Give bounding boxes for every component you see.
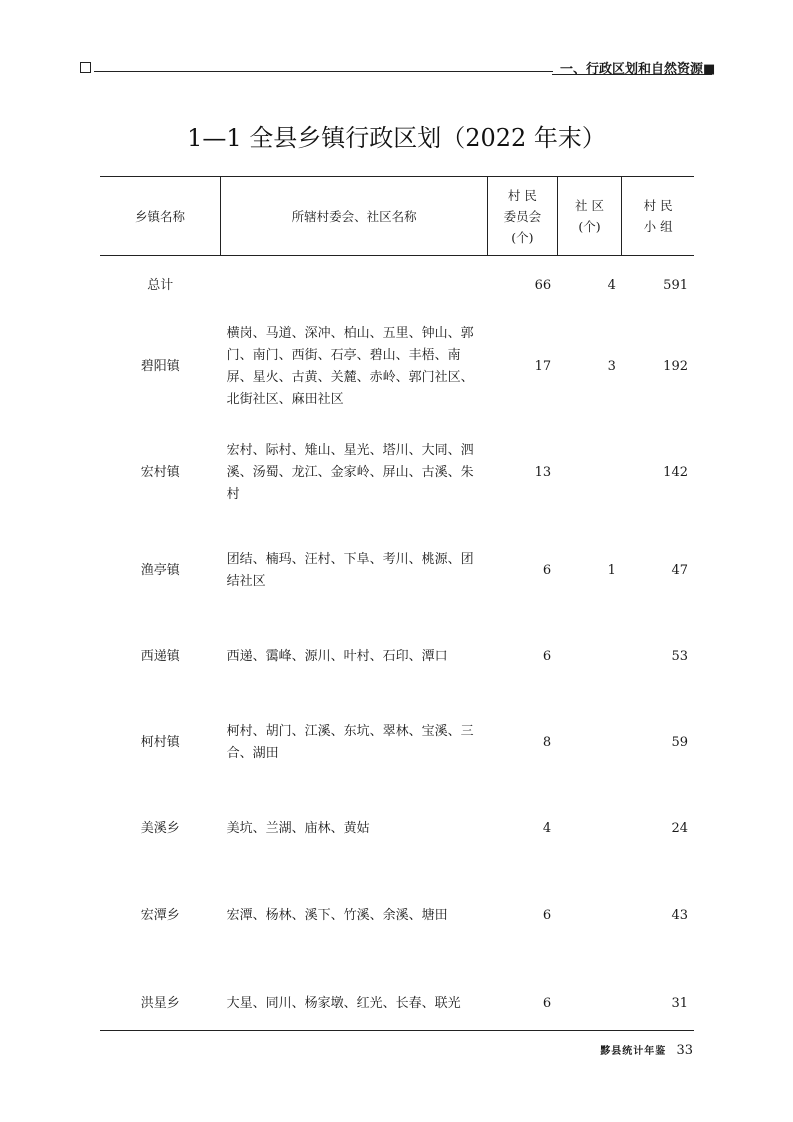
villager-group-count: 24 bbox=[671, 820, 688, 836]
col-villager-groups-header: 村 民 小 组 bbox=[622, 177, 694, 256]
villager-group-count: 192 bbox=[663, 358, 688, 374]
village-list: 柯村、胡门、江溪、东坑、翠林、宝溪、三合、湖田 bbox=[226, 723, 474, 761]
section-header: 一、行政区划和自然资源■ bbox=[560, 62, 716, 77]
village-list: 宏村、际村、雉山、星光、塔川、大同、泗溪、汤蜀、龙江、金家岭、屏山、古溪、朱村 bbox=[226, 442, 474, 502]
town-name: 总计 bbox=[147, 277, 174, 293]
community-count bbox=[557, 872, 622, 960]
town-name: 美溪乡 bbox=[140, 820, 180, 836]
table-row bbox=[100, 786, 694, 872]
village-list: 横岗、马道、深冲、柏山、五里、钟山、郭门、南门、西街、石亭、碧山、丰梧、南屏、星火、古黄、关麓、赤岭、郭门社区、北街社区、麻田社区 bbox=[226, 325, 474, 407]
table-row bbox=[100, 960, 694, 1048]
villager-group-count: 142 bbox=[663, 464, 688, 480]
town-name: 宏潭乡 bbox=[140, 907, 180, 923]
villager-group-count: 47 bbox=[671, 562, 688, 578]
table-row bbox=[100, 418, 694, 528]
table-row bbox=[100, 316, 694, 418]
village-committee-count: 13 bbox=[534, 464, 552, 480]
village-committee-count: 6 bbox=[542, 562, 552, 578]
villager-group-count: 59 bbox=[671, 734, 688, 750]
village-list: 西递、霭峰、源川、叶村、石印、潭口 bbox=[226, 648, 448, 664]
village-committee-count: 8 bbox=[542, 734, 552, 750]
village-committee-count: 6 bbox=[542, 648, 552, 664]
page-footer bbox=[600, 1042, 693, 1058]
header-square-icon bbox=[80, 62, 91, 73]
table-row bbox=[100, 614, 694, 700]
table-header-row bbox=[100, 177, 694, 256]
page-number: 33 bbox=[676, 1043, 693, 1058]
town-name: 碧阳镇 bbox=[140, 358, 180, 374]
community-count: 4 bbox=[607, 277, 616, 293]
villager-group-count: 31 bbox=[671, 995, 688, 1011]
village-list: 宏潭、杨林、溪下、竹溪、余溪、塘田 bbox=[226, 907, 448, 923]
town-name: 渔亭镇 bbox=[140, 562, 180, 578]
division-table bbox=[100, 176, 694, 1048]
town-name: 洪星乡 bbox=[140, 995, 180, 1011]
community-count bbox=[557, 614, 622, 700]
header-underline bbox=[552, 74, 712, 75]
col-village-committees-header: 村 民 委员会 (个) bbox=[488, 177, 558, 256]
community-count: 3 bbox=[607, 358, 616, 374]
village-list: 团结、楠玛、汪村、下阜、考川、桃源、团结社区 bbox=[226, 551, 474, 589]
community-count bbox=[557, 418, 622, 528]
villager-group-count: 53 bbox=[671, 648, 688, 664]
page-title: 1—1 全县乡镇行政区划（2022 年末） bbox=[187, 124, 606, 152]
table-row bbox=[100, 700, 694, 786]
table-bottom-rule bbox=[100, 1030, 694, 1031]
community-count bbox=[557, 960, 622, 1048]
village-committee-count: 66 bbox=[534, 277, 552, 293]
town-name: 柯村镇 bbox=[140, 734, 180, 750]
village-committee-count: 17 bbox=[534, 358, 552, 374]
village-committee-count: 6 bbox=[542, 995, 552, 1011]
table-row bbox=[100, 256, 694, 316]
publication-name: 黟县统计年鉴 bbox=[600, 1046, 667, 1057]
village-list: 美坑、兰湖、庙林、黄姑 bbox=[226, 820, 370, 836]
village-list bbox=[221, 256, 488, 316]
community-count: 1 bbox=[607, 562, 616, 578]
community-count bbox=[557, 700, 622, 786]
town-name: 西递镇 bbox=[140, 648, 180, 664]
col-villages-header: 所辖村委会、社区名称 bbox=[221, 177, 488, 256]
town-name: 宏村镇 bbox=[140, 464, 180, 480]
table-row bbox=[100, 528, 694, 614]
villager-group-count: 591 bbox=[663, 277, 688, 293]
village-list: 大星、同川、杨家墩、红光、长春、联光 bbox=[226, 995, 461, 1011]
table-row bbox=[100, 872, 694, 960]
col-town-header: 乡镇名称 bbox=[100, 177, 221, 256]
col-communities-header: 社 区 (个) bbox=[557, 177, 622, 256]
community-count bbox=[557, 786, 622, 872]
villager-group-count: 43 bbox=[671, 907, 688, 923]
header-rule bbox=[94, 71, 553, 72]
village-committee-count: 4 bbox=[542, 820, 552, 836]
village-committee-count: 6 bbox=[542, 907, 552, 923]
